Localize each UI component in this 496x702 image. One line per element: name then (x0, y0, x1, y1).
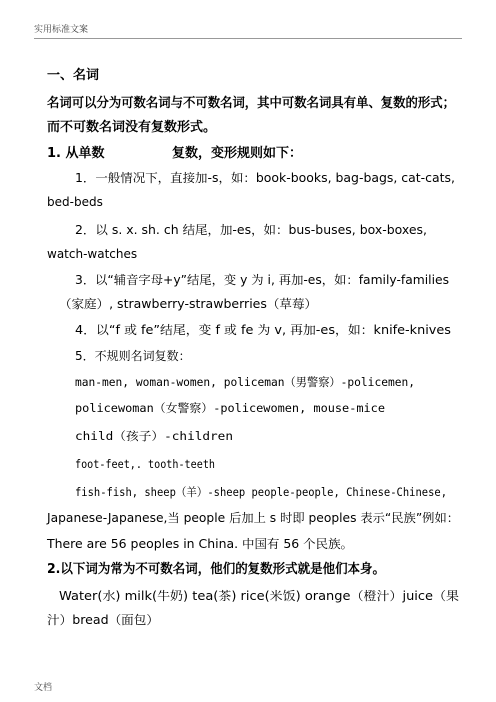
rule-2-line-b: watch-watches (47, 247, 138, 261)
rule-2-line-a: 2．以 s. x. sh. ch 结尾，加-es，如：bus-buses, box-boxes, (75, 223, 427, 237)
rule-4: 4．以“f 或 fe”结尾，变 f 或 fe 为 v, 再加-es，如：knife-knives (75, 323, 451, 337)
rule-1-line-b: bed-beds (47, 195, 103, 209)
irregular-example-3: child（孩子）-children (75, 429, 233, 443)
irregular-example-6: Japanese-Japanese,当 people 后加上 s 时即 peoples 表示“民族”例如： (47, 511, 459, 525)
intro-line-1: 名词可以分为可数名词与不可数名词，其中可数名词具有单、复数的形式； (47, 96, 455, 111)
irregular-example-2: policewoman（女警察）-policewomen, mouse-mice (75, 401, 385, 415)
uncountable-line-2: 汁）bread（面包） (47, 613, 159, 627)
rule-1-line-a: 1．一般情况下，直接加-s，如：book-books, bag-bags, cat-cats, (75, 171, 455, 185)
subsection-1-rest: 复数，变形规则如下： (172, 146, 303, 161)
irregular-example-5: fish-fish, sheep（羊）-sheep people-people, Chinese-Chinese, (75, 485, 447, 499)
irregular-example-4: foot-feet,. tooth-teeth (75, 457, 215, 471)
uncountable-line-1: Water(水) milk(牛奶) tea(茶) rice(米饭) orange（橙汁）juice（果 (59, 589, 459, 603)
rule-3-line-b: （家庭）, strawberry-strawberries（草莓） (59, 297, 317, 311)
header-rule (34, 38, 462, 39)
irregular-example-1: man-men, woman-women, policeman（男警察）-policemen, (75, 375, 415, 389)
rule-5: 5．不规则名词复数： (75, 349, 191, 363)
intro-line-2: 而不可数名词没有复数形式。 (47, 120, 217, 135)
subsection-2-heading: 2.以下词为常为不可数名词，他们的复数形式就是他们本身。 (47, 562, 385, 577)
irregular-example-7: There are 56 peoples in China. 中国有 56 个民族。 (47, 537, 353, 551)
section-heading: 一、名词 (47, 68, 100, 83)
page-header: 实用标准文案 (34, 25, 89, 35)
subsection-1-label: 1. 从单数 (47, 146, 105, 161)
rule-3-line-a: 3．以“辅音字母+y”结尾，变 y 为 i, 再加-es，如：family-families (75, 273, 449, 287)
page-footer: 文档 (34, 683, 53, 693)
